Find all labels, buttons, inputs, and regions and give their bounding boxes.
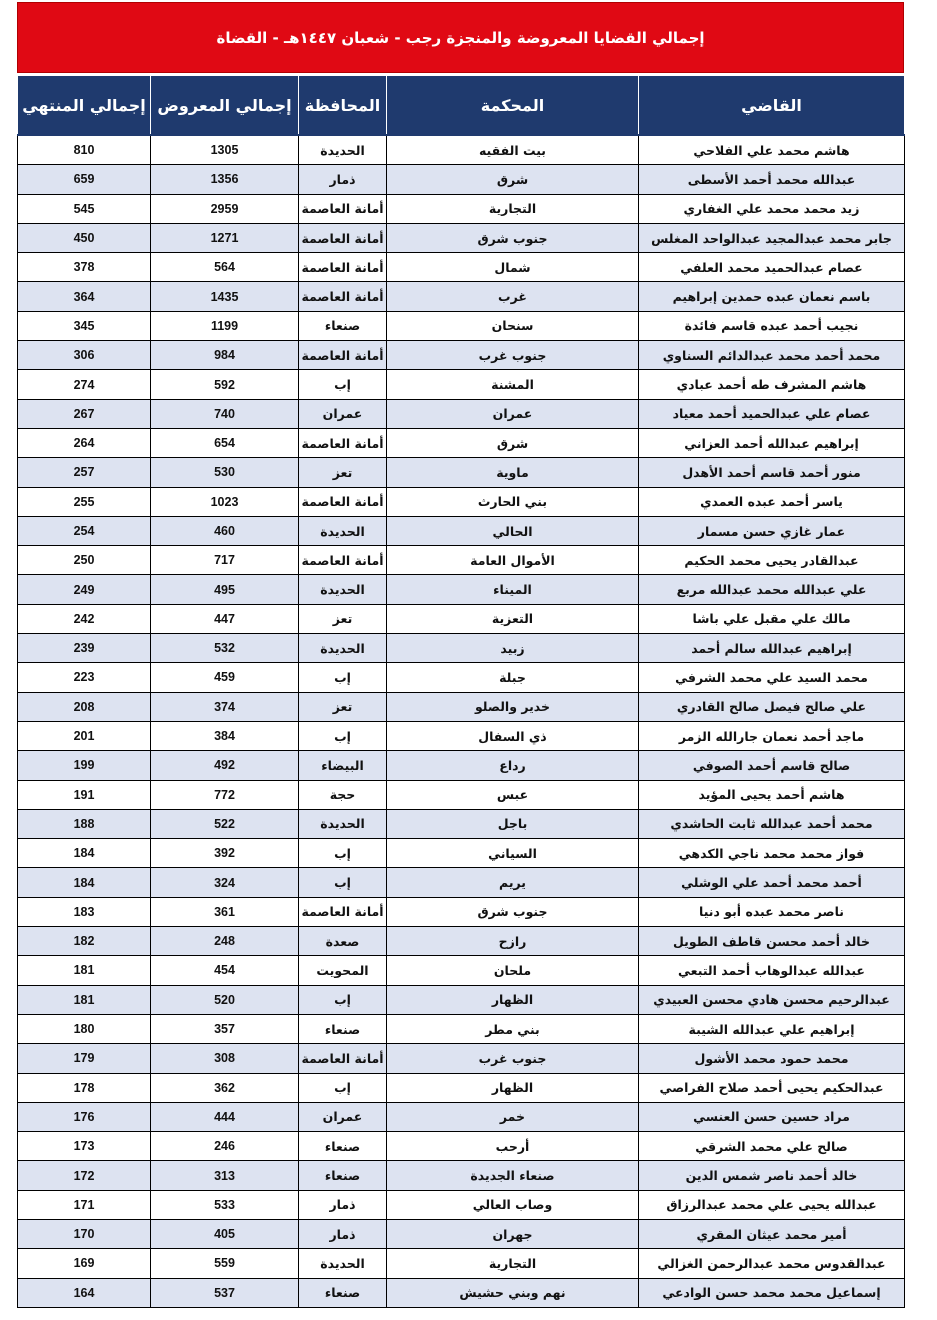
table-row <box>18 634 905 663</box>
presented-cell: 324 <box>151 868 299 897</box>
table-body <box>18 135 905 1307</box>
governorate-cell: أمانة العاصمة <box>299 1044 387 1073</box>
completed-cell: 545 <box>18 194 151 223</box>
judge-cell: عبدالقادر يحيى محمد الحكيم <box>639 546 905 575</box>
judge-cell: هاشم المشرف طه أحمد عبادي <box>639 370 905 399</box>
completed-cell: 181 <box>18 956 151 985</box>
governorate-cell: الحديدة <box>299 516 387 545</box>
completed-cell: 172 <box>18 1161 151 1190</box>
presented-cell: 492 <box>151 751 299 780</box>
table-row <box>18 1219 905 1248</box>
judge-cell: عبدالحكيم يحيى أحمد صلاح الفراصي <box>639 1073 905 1102</box>
governorate-cell: أمانة العاصمة <box>299 487 387 516</box>
presented-cell: 537 <box>151 1278 299 1307</box>
presented-cell: 313 <box>151 1161 299 1190</box>
completed-cell: 208 <box>18 692 151 721</box>
judge-cell: هاشم محمد علي الفلاحي <box>639 135 905 165</box>
completed-cell: 179 <box>18 1044 151 1073</box>
governorate-cell: المحويت <box>299 956 387 985</box>
judge-cell: زيد محمد محمد علي الغفاري <box>639 194 905 223</box>
governorate-cell: الحديدة <box>299 634 387 663</box>
presented-cell: 447 <box>151 604 299 633</box>
presented-cell: 405 <box>151 1219 299 1248</box>
judge-cell: ماجد أحمد نعمان جارالله الزمر <box>639 721 905 750</box>
header-governorate: المحافظة <box>299 76 387 136</box>
table-row <box>18 751 905 780</box>
table-row <box>18 809 905 838</box>
completed-cell: 345 <box>18 311 151 340</box>
completed-cell: 184 <box>18 868 151 897</box>
judge-cell: محمد السيد علي محمد الشرفي <box>639 663 905 692</box>
judge-cell: خالد أحمد ناصر شمس الدين <box>639 1161 905 1190</box>
presented-cell: 392 <box>151 839 299 868</box>
completed-cell: 183 <box>18 897 151 926</box>
table-row <box>18 1249 905 1278</box>
court-cell: الأموال العامة <box>387 546 639 575</box>
judge-cell: مراد حسين حسن العنسي <box>639 1102 905 1131</box>
court-cell: السياني <box>387 839 639 868</box>
presented-cell: 459 <box>151 663 299 692</box>
judge-cell: هاشم أحمد يحيى المؤيد <box>639 780 905 809</box>
completed-cell: 171 <box>18 1190 151 1219</box>
court-cell: عمران <box>387 399 639 428</box>
table-row <box>18 897 905 926</box>
completed-cell: 180 <box>18 1014 151 1043</box>
court-cell: الميناء <box>387 575 639 604</box>
court-cell: نهم وبني حشيش <box>387 1278 639 1307</box>
judge-cell: عبدالله عبدالوهاب أحمد التبعي <box>639 956 905 985</box>
court-cell: جنوب شرق <box>387 897 639 926</box>
court-cell: عبس <box>387 780 639 809</box>
completed-cell: 364 <box>18 282 151 311</box>
completed-cell: 178 <box>18 1073 151 1102</box>
completed-cell: 239 <box>18 634 151 663</box>
governorate-cell: أمانة العاصمة <box>299 282 387 311</box>
governorate-cell: أمانة العاصمة <box>299 194 387 223</box>
table-row <box>18 780 905 809</box>
presented-cell: 248 <box>151 927 299 956</box>
presented-cell: 374 <box>151 692 299 721</box>
court-cell: ماوية <box>387 458 639 487</box>
judge-cell: نجيب أحمد عبده قاسم فائدة <box>639 311 905 340</box>
court-cell: وصاب العالي <box>387 1190 639 1219</box>
court-cell: باجل <box>387 809 639 838</box>
judges-table <box>17 75 905 1308</box>
court-cell: جنوب شرق <box>387 223 639 252</box>
completed-cell: 274 <box>18 370 151 399</box>
presented-cell: 559 <box>151 1249 299 1278</box>
court-cell: الظهار <box>387 1073 639 1102</box>
completed-cell: 170 <box>18 1219 151 1248</box>
judge-cell: صالح علي محمد الشرقي <box>639 1132 905 1161</box>
completed-cell: 306 <box>18 341 151 370</box>
table-row <box>18 458 905 487</box>
court-cell: التجارية <box>387 194 639 223</box>
judge-cell: باسم نعمان عبده حمدين إبراهيم <box>639 282 905 311</box>
table-row <box>18 311 905 340</box>
table-row <box>18 516 905 545</box>
judge-cell: عصام علي عبدالحميد أحمد معياد <box>639 399 905 428</box>
presented-cell: 1271 <box>151 223 299 252</box>
presented-cell: 444 <box>151 1102 299 1131</box>
governorate-cell: أمانة العاصمة <box>299 897 387 926</box>
table-row <box>18 604 905 633</box>
table-row <box>18 282 905 311</box>
governorate-cell: عمران <box>299 399 387 428</box>
presented-cell: 654 <box>151 428 299 457</box>
header-total-completed: إجمالي المنتهي <box>18 76 151 136</box>
judge-cell: عبدالله يحيى علي محمد عبدالرزاق <box>639 1190 905 1219</box>
governorate-cell: إب <box>299 985 387 1014</box>
table-row <box>18 223 905 252</box>
governorate-cell: صعدة <box>299 927 387 956</box>
presented-cell: 495 <box>151 575 299 604</box>
header-judge: القاضي <box>639 76 905 136</box>
court-cell: شمال <box>387 253 639 282</box>
table-row <box>18 341 905 370</box>
judge-cell: عبدالله محمد أحمد الأسطى <box>639 165 905 194</box>
presented-cell: 1305 <box>151 135 299 165</box>
completed-cell: 254 <box>18 516 151 545</box>
court-cell: بيت الفقيه <box>387 135 639 165</box>
table-row <box>18 253 905 282</box>
governorate-cell: الحديدة <box>299 809 387 838</box>
table-row <box>18 985 905 1014</box>
governorate-cell: إب <box>299 721 387 750</box>
table-row <box>18 721 905 750</box>
presented-cell: 362 <box>151 1073 299 1102</box>
presented-cell: 522 <box>151 809 299 838</box>
judge-cell: ياسر أحمد عبده العمدي <box>639 487 905 516</box>
table-row <box>18 1132 905 1161</box>
court-cell: سنحان <box>387 311 639 340</box>
presented-cell: 460 <box>151 516 299 545</box>
court-cell: جنوب غرب <box>387 341 639 370</box>
completed-cell: 182 <box>18 927 151 956</box>
presented-cell: 740 <box>151 399 299 428</box>
governorate-cell: إب <box>299 1073 387 1102</box>
judge-cell: عمار غازي حسن مسمار <box>639 516 905 545</box>
governorate-cell: صنعاء <box>299 1132 387 1161</box>
completed-cell: 659 <box>18 165 151 194</box>
governorate-cell: صنعاء <box>299 1014 387 1043</box>
governorate-cell: صنعاء <box>299 1278 387 1307</box>
governorate-cell: أمانة العاصمة <box>299 428 387 457</box>
judge-cell: محمد أحمد محمد عبدالدائم السناوي <box>639 341 905 370</box>
governorate-cell: إب <box>299 868 387 897</box>
report-sheet <box>17 2 904 1308</box>
completed-cell: 169 <box>18 1249 151 1278</box>
table-row <box>18 1161 905 1190</box>
judge-cell: علي عبدالله محمد عبدالله مربع <box>639 575 905 604</box>
judge-cell: جابر محمد عبدالمجيد عبدالواحد المغلس <box>639 223 905 252</box>
presented-cell: 592 <box>151 370 299 399</box>
table-row <box>18 1102 905 1131</box>
judge-cell: أحمد محمد أحمد علي الوشلي <box>639 868 905 897</box>
judge-cell: عصام عبدالحميد محمد العلفي <box>639 253 905 282</box>
completed-cell: 267 <box>18 399 151 428</box>
completed-cell: 242 <box>18 604 151 633</box>
court-cell: رداع <box>387 751 639 780</box>
court-cell: خمر <box>387 1102 639 1131</box>
judge-cell: علي صالح فيصل صالح القادري <box>639 692 905 721</box>
judge-cell: عبدالرحيم محسن هادي محسن العبيدي <box>639 985 905 1014</box>
governorate-cell: البيضاء <box>299 751 387 780</box>
presented-cell: 246 <box>151 1132 299 1161</box>
judge-cell: إسماعيل محمد محمد حسن الوادعي <box>639 1278 905 1307</box>
judge-cell: منور أحمد قاسم أحمد الأهدل <box>639 458 905 487</box>
judge-cell: خالد أحمد محسن قاطف الطويل <box>639 927 905 956</box>
completed-cell: 223 <box>18 663 151 692</box>
completed-cell: 164 <box>18 1278 151 1307</box>
presented-cell: 564 <box>151 253 299 282</box>
governorate-cell: حجة <box>299 780 387 809</box>
presented-cell: 532 <box>151 634 299 663</box>
presented-cell: 1356 <box>151 165 299 194</box>
governorate-cell: أمانة العاصمة <box>299 253 387 282</box>
table-row <box>18 839 905 868</box>
completed-cell: 250 <box>18 546 151 575</box>
court-cell: زبيد <box>387 634 639 663</box>
governorate-cell: تعز <box>299 692 387 721</box>
court-cell: يريم <box>387 868 639 897</box>
completed-cell: 181 <box>18 985 151 1014</box>
governorate-cell: ذمار <box>299 165 387 194</box>
governorate-cell: ذمار <box>299 1219 387 1248</box>
governorate-cell: صنعاء <box>299 1161 387 1190</box>
court-cell: جهران <box>387 1219 639 1248</box>
court-cell: الظهار <box>387 985 639 1014</box>
table-row <box>18 663 905 692</box>
judge-cell: فواز محمد محمد ناجي الكدهي <box>639 839 905 868</box>
presented-cell: 1435 <box>151 282 299 311</box>
governorate-cell: أمانة العاصمة <box>299 223 387 252</box>
judge-cell: عبدالقدوس محمد عبدالرحمن الغزالي <box>639 1249 905 1278</box>
court-cell: المشنة <box>387 370 639 399</box>
presented-cell: 717 <box>151 546 299 575</box>
table-row <box>18 956 905 985</box>
judge-cell: إبراهيم عبدالله أحمد العزاني <box>639 428 905 457</box>
presented-cell: 530 <box>151 458 299 487</box>
court-cell: ملحان <box>387 956 639 985</box>
presented-cell: 1199 <box>151 311 299 340</box>
court-cell: الحالي <box>387 516 639 545</box>
judge-cell: ناصر محمد عبده أبو دنيا <box>639 897 905 926</box>
presented-cell: 454 <box>151 956 299 985</box>
governorate-cell: إب <box>299 839 387 868</box>
table-row <box>18 927 905 956</box>
presented-cell: 533 <box>151 1190 299 1219</box>
table-row <box>18 370 905 399</box>
presented-cell: 2959 <box>151 194 299 223</box>
governorate-cell: إب <box>299 370 387 399</box>
table-row <box>18 1044 905 1073</box>
court-cell: بني مطر <box>387 1014 639 1043</box>
completed-cell: 176 <box>18 1102 151 1131</box>
table-row <box>18 194 905 223</box>
governorate-cell: الحديدة <box>299 575 387 604</box>
table-row <box>18 165 905 194</box>
governorate-cell: ذمار <box>299 1190 387 1219</box>
court-cell: غرب <box>387 282 639 311</box>
presented-cell: 520 <box>151 985 299 1014</box>
header-total-presented: إجمالي المعروض <box>151 76 299 136</box>
governorate-cell: صنعاء <box>299 311 387 340</box>
completed-cell: 188 <box>18 809 151 838</box>
table-row <box>18 546 905 575</box>
completed-cell: 264 <box>18 428 151 457</box>
table-row <box>18 428 905 457</box>
governorate-cell: تعز <box>299 604 387 633</box>
governorate-cell: أمانة العاصمة <box>299 341 387 370</box>
completed-cell: 378 <box>18 253 151 282</box>
presented-cell: 384 <box>151 721 299 750</box>
table-row <box>18 1014 905 1043</box>
judge-cell: إبراهيم علي عبدالله الشيبة <box>639 1014 905 1043</box>
court-cell: التعزية <box>387 604 639 633</box>
table-row <box>18 575 905 604</box>
governorate-cell: عمران <box>299 1102 387 1131</box>
presented-cell: 1023 <box>151 487 299 516</box>
judge-cell: أمير محمد عيثان المقري <box>639 1219 905 1248</box>
court-cell: جنوب غرب <box>387 1044 639 1073</box>
table-row <box>18 1278 905 1307</box>
table-row <box>18 135 905 165</box>
court-cell: أرحب <box>387 1132 639 1161</box>
presented-cell: 984 <box>151 341 299 370</box>
table-row <box>18 692 905 721</box>
judge-cell: مالك علي مقبل علي باشا <box>639 604 905 633</box>
presented-cell: 308 <box>151 1044 299 1073</box>
completed-cell: 191 <box>18 780 151 809</box>
presented-cell: 772 <box>151 780 299 809</box>
completed-cell: 173 <box>18 1132 151 1161</box>
completed-cell: 450 <box>18 223 151 252</box>
court-cell: رازح <box>387 927 639 956</box>
court-cell: ذي السفال <box>387 721 639 750</box>
judge-cell: إبراهيم عبدالله سالم أحمد <box>639 634 905 663</box>
governorate-cell: تعز <box>299 458 387 487</box>
court-cell: بني الحارث <box>387 487 639 516</box>
completed-cell: 255 <box>18 487 151 516</box>
court-cell: شرق <box>387 428 639 457</box>
judge-cell: صالح قاسم أحمد الصوفي <box>639 751 905 780</box>
court-cell: شرق <box>387 165 639 194</box>
judge-cell: محمد حمود محمد الأشول <box>639 1044 905 1073</box>
governorate-cell: أمانة العاصمة <box>299 546 387 575</box>
table-row <box>18 868 905 897</box>
court-cell: التجارية <box>387 1249 639 1278</box>
court-cell: جبلة <box>387 663 639 692</box>
table-header-row <box>18 76 905 136</box>
judge-cell: محمد أحمد عبدالله ثابت الحاشدي <box>639 809 905 838</box>
court-cell: خدير والصلو <box>387 692 639 721</box>
completed-cell: 184 <box>18 839 151 868</box>
table-row <box>18 1190 905 1219</box>
table-row <box>18 399 905 428</box>
completed-cell: 201 <box>18 721 151 750</box>
completed-cell: 810 <box>18 135 151 165</box>
court-cell: صنعاء الجديدة <box>387 1161 639 1190</box>
presented-cell: 357 <box>151 1014 299 1043</box>
completed-cell: 199 <box>18 751 151 780</box>
presented-cell: 361 <box>151 897 299 926</box>
governorate-cell: الحديدة <box>299 1249 387 1278</box>
table-row <box>18 487 905 516</box>
completed-cell: 249 <box>18 575 151 604</box>
completed-cell: 257 <box>18 458 151 487</box>
report-title: إجمالي القضايا المعروضة والمنجزة رجب - شعبان ١٤٤٧هـ - القضاة <box>17 2 904 73</box>
header-court: المحكمة <box>387 76 639 136</box>
governorate-cell: الحديدة <box>299 135 387 165</box>
table-row <box>18 1073 905 1102</box>
governorate-cell: إب <box>299 663 387 692</box>
